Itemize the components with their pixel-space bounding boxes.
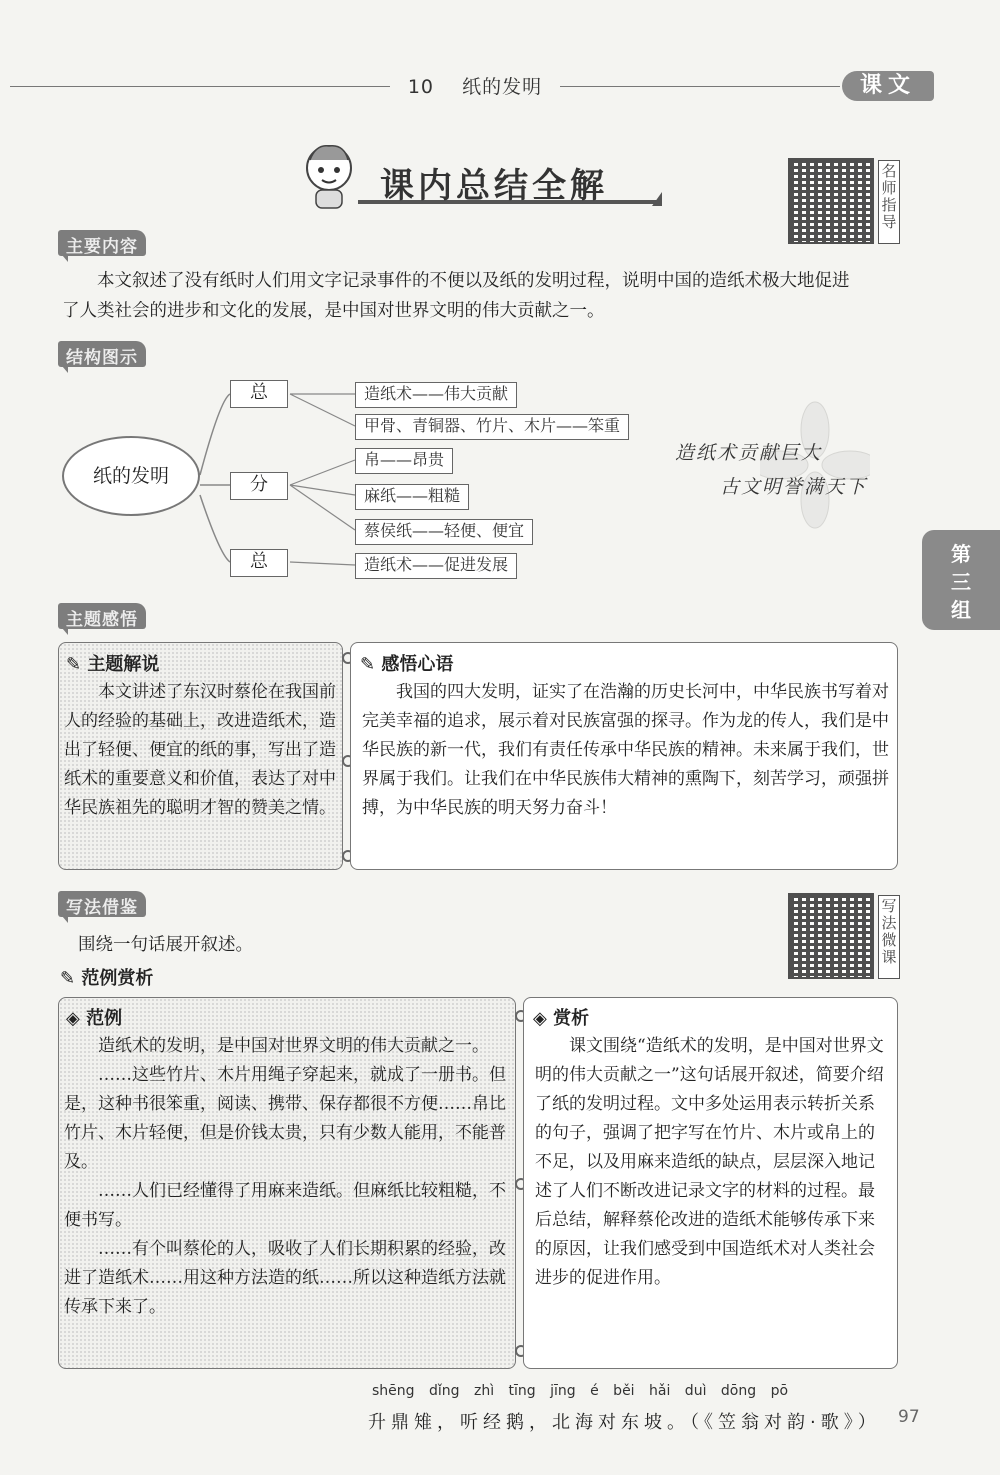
mascot-icon [296,140,362,214]
section-badge: 课文 [842,71,934,101]
node-body: 分 [230,472,288,500]
summary-line-1: 造纸术贡献巨大 [675,442,823,464]
lesson-title: 纸的发明 [462,76,543,98]
mindmap-center: 纸的发明 [62,436,200,516]
example-title: ◈ 范例 [66,1008,123,1029]
footer-pinyin: shēng dǐng zhì tīng jīng é běi hǎi duì dōng pō [372,1383,789,1399]
main-content-text: 本文叙述了没有纸时人们用文字记录事件的不便以及纸的发明过程，说明中国的造纸术极大地促进了人类社会的进步和文化的发展，是中国对世界文明的伟大贡献之一。 [62,271,850,321]
qr-label-teacher: 名师指导 [878,160,900,244]
theme-feel-text: 我国的四大发明，证实了在浩瀚的历史长河中，中华民族书写着对完美幸福的追求，展示着对民族富强的探寻。作为龙的传人，我们是中华民族的新一代，我们有责任传承中华民族的精神。未来属于我们，世界属于我们。让我们在中华民族伟大精神的熏陶下，刻苦学习，顽强拼搏，为中华民族的明天努力奋斗！ [362,682,889,818]
footer-couplet: 升鼎雉，听经鹅，北海对东坡。（《笠翁对韵·歌》） [368,1412,881,1433]
lesson-heading [390,72,560,100]
theme-explain-title: ✎ 主题解说 [66,654,160,675]
flower-decoration-icon [760,400,870,530]
banner-title: 课内总结全解 [358,158,658,204]
side-tab-line-3: 组 [951,598,971,622]
leaf-contribution: 造纸术——伟大贡献 [355,382,517,408]
tag-theme: 主题感悟 [58,603,146,629]
example-label: ✎ 范例赏析 [60,968,154,989]
tag-main-content: 主要内容 [58,230,146,256]
example-paragraph: ……这些竹片、木片用绳子穿起来，就成了一册书。但是，这种书很笨重，阅读、携带、保存都很不方便……帛比竹片、木片轻便，但是价钱太贵，只有少数人能用，不能普及。 [64,1065,506,1172]
side-tab-line-1: 第 [951,542,971,566]
example-text [64,1032,510,1322]
side-tab-line-2: 三 [951,570,971,594]
tag-writing: 写法借鉴 [58,891,146,917]
theme-feel-title: ✎ 感悟心语 [360,654,454,675]
node-conclusion: 总 [230,549,288,577]
summary-line-2: 古文明誉满天下 [720,476,868,498]
banner-arrow [652,192,662,206]
leaf-heavy: 甲骨、青铜器、竹片、木片——笨重 [355,414,629,440]
example-paragraph: ……有个叫蔡伦的人，吸收了人们长期积累的经验，改进了造纸术……用这种方法造的纸……所以这种造纸方法就传承下来了。 [64,1239,506,1317]
leaf-rough: 麻纸——粗糙 [355,484,469,510]
example-paragraph: 造纸术的发明，是中国对世界文明的伟大贡献之一。 [98,1036,489,1056]
qr-code-icon[interactable] [788,158,874,244]
qr-label-writing: 写法微课 [878,895,900,979]
node-intro: 总 [230,380,288,408]
page-number: 97 [898,1407,920,1427]
leaf-expensive: 帛——昂贵 [355,448,453,474]
writing-method: 围绕一句话展开叙述。 [78,935,253,955]
example-paragraph: ……人们已经懂得了用麻来造纸。但麻纸比较粗糙，不便书写。 [64,1181,506,1230]
unit-side-tab [922,530,1000,630]
theme-explain-text: 本文讲述了东汉时蔡伦在我国前人的经验的基础上，改进造纸术，造出了轻便、便宜的纸的事，写出了造纸术的重要意义和价值，表达了对中华民族祖先的聪明才智的赞美之情。 [64,682,336,818]
qr-code-icon[interactable] [788,893,874,979]
analysis-text: 课文围绕“造纸术的发明，是中国对世界文明的伟大贡献之一”这句话展开叙述，简要介绍了纸的发明过程。文中多处运用表示转折关系的句子，强调了把字写在竹片、木片或帛上的不足，以及用麻来造纸的缺点，层层深入地记述了人们不断改进记录文字的材料的过程。最后总结，解释蔡伦改进的造纸术能够传承下来的原因，让我们感受到中国造纸术对人类社会进步的促进作用。 [535,1036,884,1288]
tag-structure: 结构图示 [58,341,146,367]
leaf-cai-paper: 蔡侯纸——轻便、便宜 [355,519,533,545]
analysis-title: ◈ 赏析 [533,1008,590,1029]
leaf-development: 造纸术——促进发展 [355,553,517,579]
lesson-number: 10 [407,76,434,98]
